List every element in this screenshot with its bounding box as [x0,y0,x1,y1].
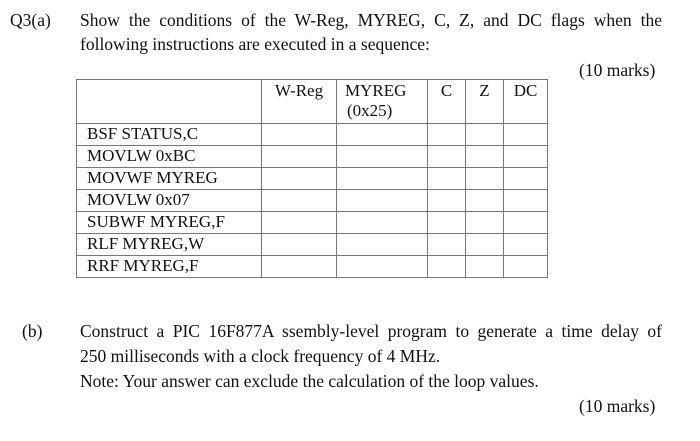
wreg-cell [262,212,337,234]
myreg-cell [337,124,428,146]
question-a-text-line1: Show the conditions of the W-Reg, MYREG, C, Z, and DC flags when the [80,10,662,30]
c-cell [428,146,466,168]
z-cell [466,146,504,168]
myreg-cell [337,168,428,190]
table-row [77,190,548,212]
dc-cell [504,168,548,190]
question-a-text-line2: following instructions are executed in a sequence: [80,34,430,54]
wreg-cell [262,124,337,146]
dc-cell [504,146,548,168]
z-cell [466,190,504,212]
z-cell [466,212,504,234]
instruction-cell: MOVWF MYREG [77,168,262,190]
z-cell [466,124,504,146]
header-c-flag: C [428,80,466,124]
flags-table [76,79,548,278]
dc-cell [504,234,548,256]
instruction-cell: MOVLW 0xBC [77,146,262,168]
c-cell [428,256,466,278]
table-row [77,256,548,278]
wreg-cell [262,146,337,168]
c-cell [428,124,466,146]
wreg-cell [262,256,337,278]
wreg-cell [262,234,337,256]
z-cell [466,234,504,256]
table-row [77,234,548,256]
z-cell [466,256,504,278]
dc-cell [504,124,548,146]
myreg-cell [337,146,428,168]
table-row [77,124,548,146]
myreg-cell [337,212,428,234]
dc-cell [504,256,548,278]
question-a-marks: (10 marks) [579,60,656,80]
table-row [77,212,548,234]
c-cell [428,168,466,190]
instruction-cell: RLF MYREG,W [77,234,262,256]
c-cell [428,212,466,234]
question-number-a: Q3(a) [10,10,51,30]
instruction-cell: MOVLW 0x07 [77,190,262,212]
wreg-cell [262,168,337,190]
dc-cell [504,212,548,234]
question-b-marks: (10 marks) [579,396,656,416]
header-instruction-cell [77,80,262,124]
myreg-cell [337,256,428,278]
instruction-cell: SUBWF MYREG,F [77,212,262,234]
instruction-cell: BSF STATUS,C [77,124,262,146]
question-number-b: (b) [22,321,43,341]
header-dc-flag: DC [504,80,548,124]
myreg-cell [337,190,428,212]
wreg-cell [262,190,337,212]
table-row [77,168,548,190]
myreg-cell [337,234,428,256]
instruction-cell: RRF MYREG,F [77,256,262,278]
c-cell [428,234,466,256]
c-cell [428,190,466,212]
question-b-text-line1: Construct a PIC 16F877A ssembly-level program to generate a time delay of [80,321,662,341]
header-myreg [337,80,428,124]
table-row [77,146,548,168]
dc-cell [504,190,548,212]
header-myreg-address: (0x25) [347,101,393,120]
header-z-flag: Z [466,80,504,124]
header-myreg-label: MYREG [345,81,407,100]
table-header-row [77,80,548,124]
z-cell [466,168,504,190]
question-b-text-line2: 250 milliseconds with a clock frequency of 4 MHz. [80,346,441,366]
question-b-note: Note: Your answer can exclude the calculation of the loop values. [80,371,539,391]
header-wreg: W-Reg [262,80,337,124]
